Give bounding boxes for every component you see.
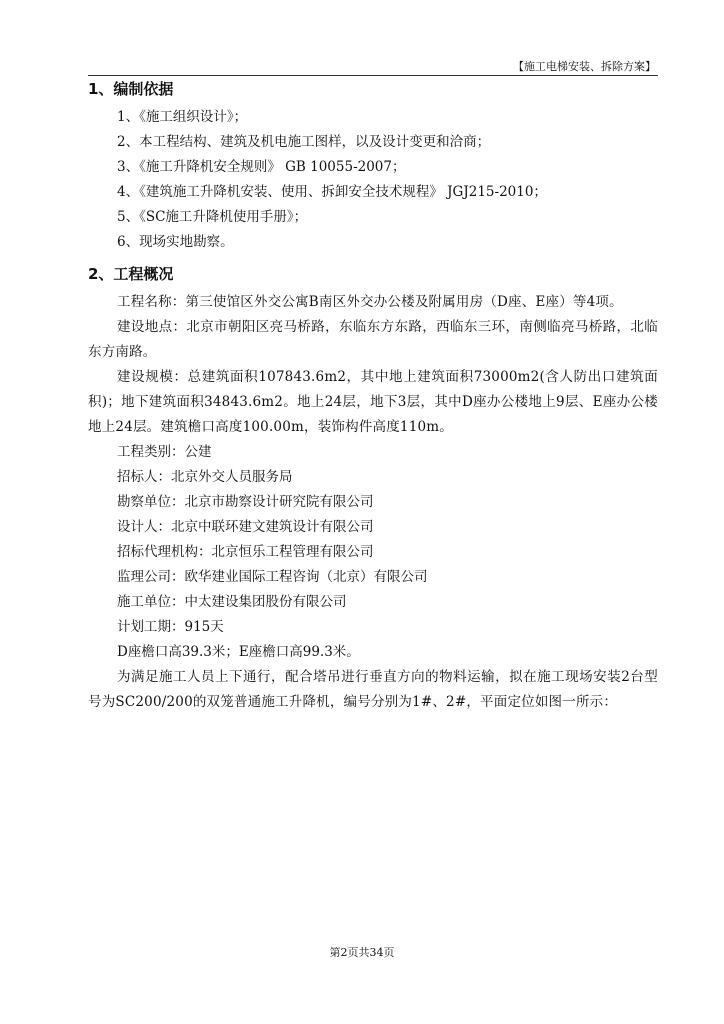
elevator-plan: 为满足施工人员上下通行，配合塔吊进行垂直方向的物料运输，拟在施工现场安装2台型号为SC200/200的双笼普通施工升降机，编号分别为1#、2#，平面定位如图一所示： (88, 669, 658, 710)
list-item: 3、《施工升降机安全规则》 GB 10055-2007； (117, 159, 406, 175)
page-number: 第2页共34页 (329, 946, 395, 959)
tenderer: 招标人：北京外交人员服务局 (117, 469, 293, 485)
header-divider (88, 75, 658, 76)
tender-agent: 招标代理机构：北京恒乐工程管理有限公司 (117, 544, 374, 560)
designer: 设计人：北京中联环建文建筑设计有限公司 (117, 519, 374, 535)
list-item: 5、《SC施工升降机使用手册》； (117, 209, 308, 225)
list-item: 2、本工程结构、建筑及机电施工图样，以及设计变更和洽商； (117, 134, 491, 150)
project-category: 工程类别：公建 (117, 444, 212, 460)
page-header-title: 【施工电梯安装、拆除方案】 (513, 60, 656, 73)
survey-unit: 勘察单位：北京市勘察设计研究院有限公司 (117, 494, 374, 510)
project-scale: 建设规模：总建筑面积107843.6m2，其中地上建筑面积73000m2(含人防出口建筑面积)；地下建筑面积34843.6m2。地上24层，地下3层，其中D座办公楼地上9层、E座办公楼地上24层。建筑檐口高度100.00m，装饰构件高度110m。 (88, 369, 658, 435)
basis-list (88, 105, 658, 255)
project-overview (88, 290, 658, 715)
supervisor: 监理公司：欧华建业国际工程咨询（北京）有限公司 (117, 569, 428, 585)
section-title-overview: 2、工程概况 (88, 265, 174, 283)
planned-duration: 计划工期：915天 (117, 619, 224, 635)
document-body (88, 78, 658, 715)
project-name: 工程名称：第三使馆区外交公寓B南区外交办公楼及附属用房（D座、E座）等4项。 (117, 294, 623, 310)
list-item: 1、《施工组织设计》； (117, 109, 248, 125)
eave-heights: D座檐口高39.3米；E座檐口高99.3米。 (117, 644, 360, 660)
list-item: 6、现场实地勘察。 (117, 234, 234, 250)
section-title-basis: 1、编制依据 (88, 80, 174, 98)
list-item: 4、《建筑施工升降机安装、使用、拆卸安全技术规程》 JGJ215-2010； (117, 184, 547, 200)
project-location: 建设地点：北京市朝阳区亮马桥路，东临东方东路，西临东三环，南侧临亮马桥路，北临东方南路。 (88, 319, 658, 360)
contractor: 施工单位：中太建设集团股份有限公司 (117, 594, 347, 610)
